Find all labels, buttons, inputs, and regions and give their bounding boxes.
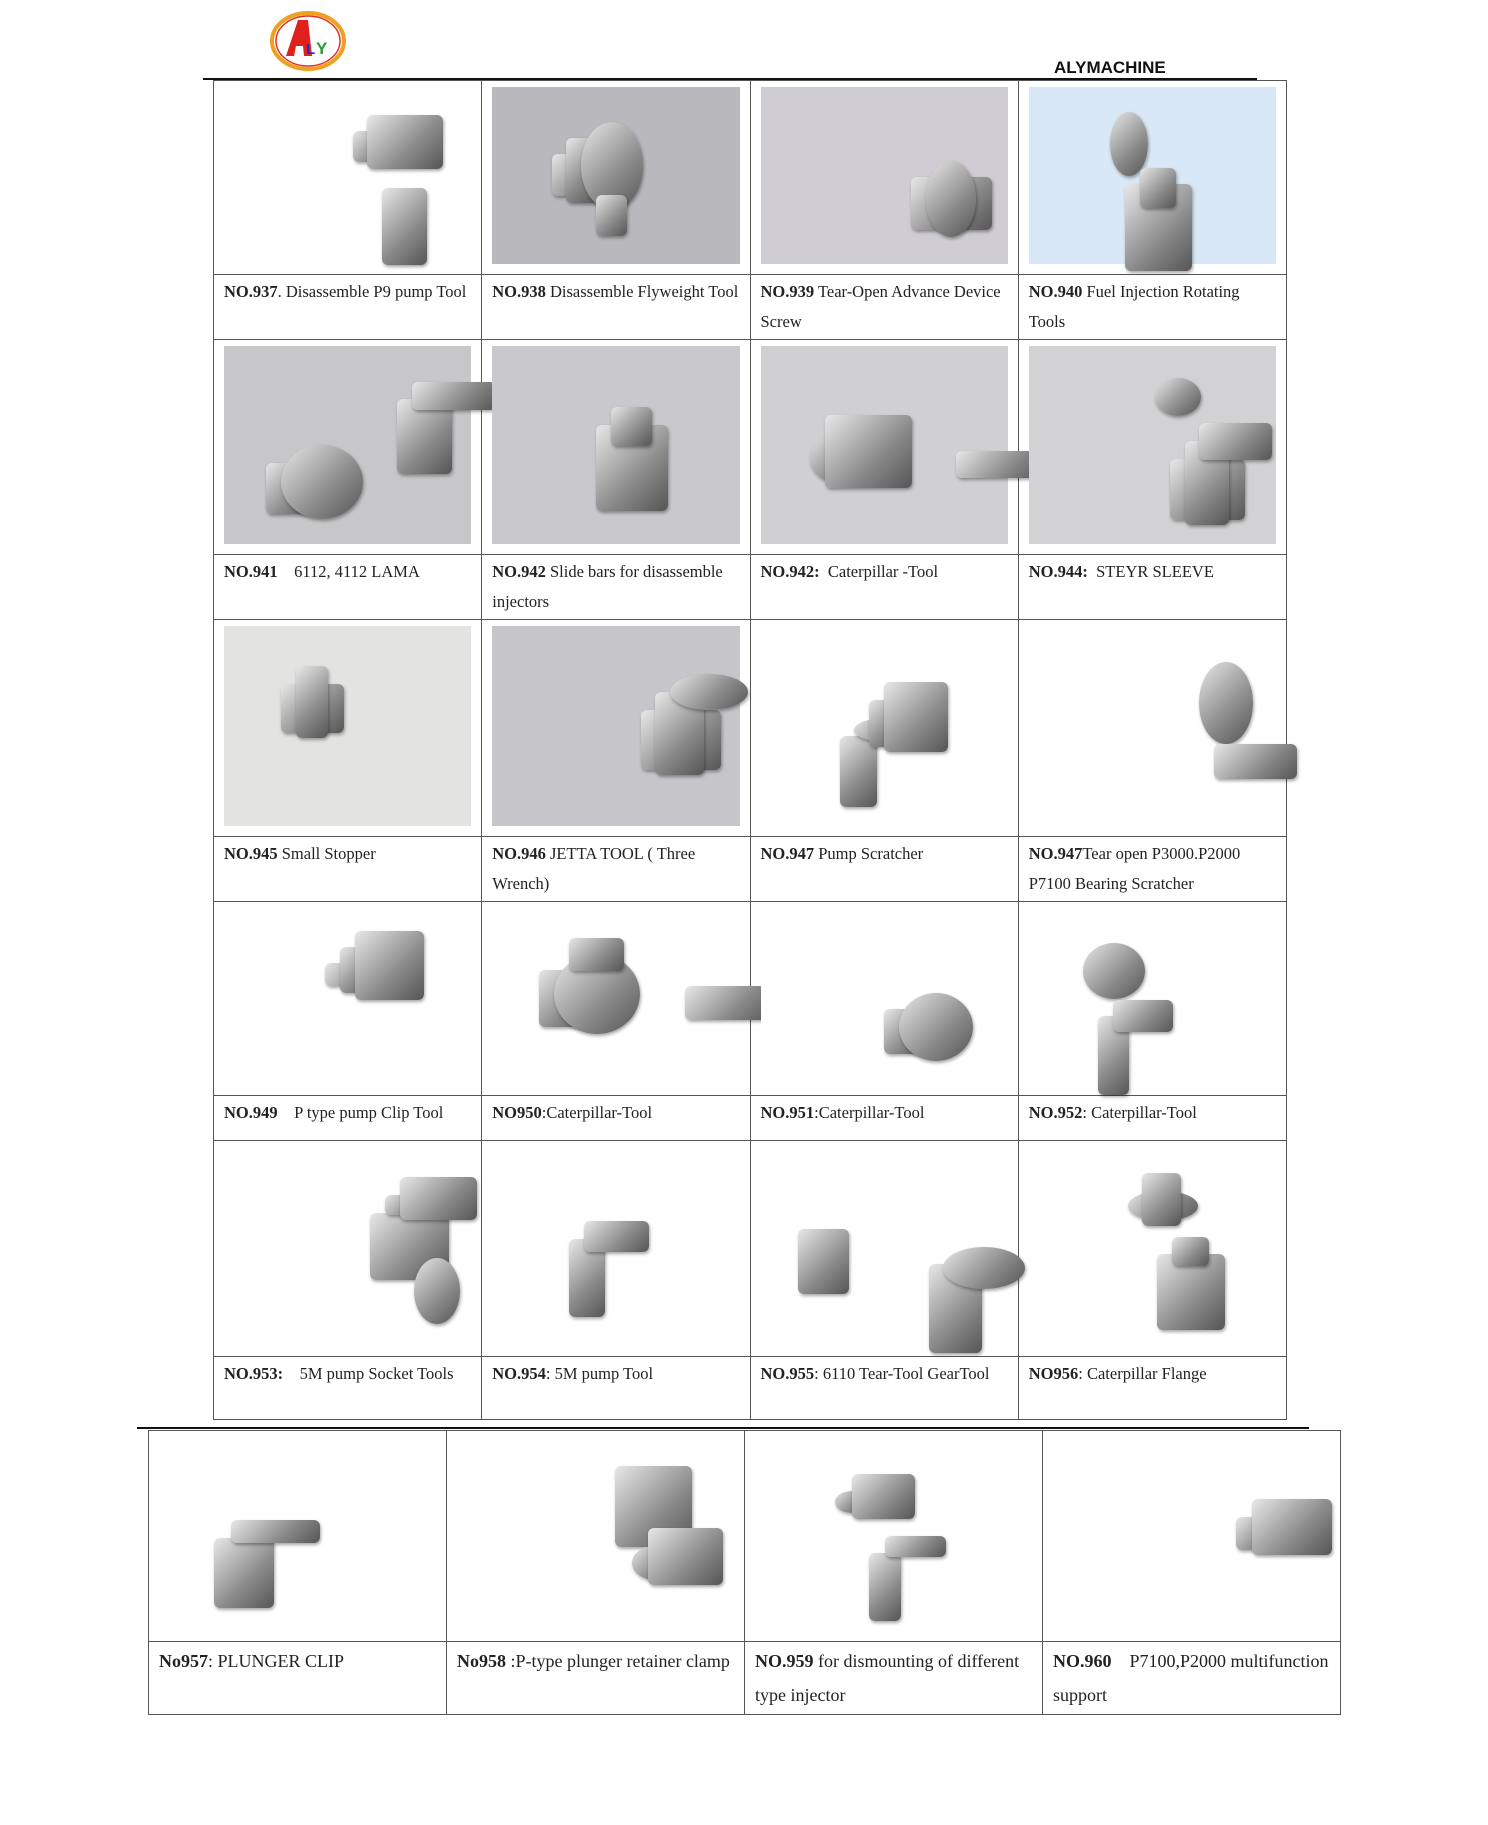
product-photo bbox=[761, 87, 1008, 264]
item-number: NO.938 bbox=[492, 282, 546, 301]
product-photo bbox=[761, 346, 1008, 544]
tool-part bbox=[670, 674, 748, 710]
tool-part bbox=[943, 1247, 1025, 1289]
caption-row bbox=[214, 1357, 1287, 1420]
product-image-cell bbox=[214, 340, 482, 555]
product-photo bbox=[457, 1437, 734, 1631]
product-image-cell bbox=[750, 902, 1018, 1096]
item-description: :Caterpillar-Tool bbox=[541, 1103, 653, 1122]
product-photo bbox=[492, 908, 739, 1085]
product-photo bbox=[1029, 1147, 1276, 1346]
product-caption bbox=[482, 275, 750, 340]
product-photo bbox=[224, 626, 471, 826]
product-image-cell bbox=[1018, 1141, 1286, 1357]
product-caption bbox=[482, 1096, 750, 1141]
product-photo bbox=[755, 1437, 1032, 1631]
image-row bbox=[149, 1431, 1341, 1642]
image-row bbox=[214, 902, 1287, 1096]
image-row bbox=[214, 1141, 1287, 1357]
caption-row bbox=[149, 1642, 1341, 1715]
tool-part bbox=[1110, 112, 1148, 176]
tool-part bbox=[382, 188, 427, 265]
image-row bbox=[214, 340, 1287, 555]
tool-part bbox=[1214, 744, 1297, 779]
tool-part bbox=[852, 1474, 915, 1519]
tool-part bbox=[825, 415, 912, 488]
tool-part bbox=[231, 1520, 320, 1543]
item-description: Caterpillar -Tool bbox=[819, 562, 939, 581]
tool-part bbox=[1155, 378, 1201, 416]
tools-table-top bbox=[213, 80, 1287, 1420]
image-row bbox=[214, 81, 1287, 275]
product-image-cell bbox=[1018, 81, 1286, 275]
item-number: NO.947 bbox=[1028, 844, 1083, 863]
tool-part bbox=[1199, 423, 1272, 460]
product-image-cell bbox=[214, 620, 482, 837]
item-description: : Caterpillar-Tool bbox=[1082, 1103, 1197, 1122]
tool-part bbox=[569, 938, 624, 971]
product-photo bbox=[492, 87, 739, 264]
tool-part bbox=[1142, 1173, 1181, 1226]
tool-part bbox=[281, 445, 363, 519]
item-description: Fuel Injection Rotating Tools bbox=[1028, 282, 1244, 331]
tool-part bbox=[899, 993, 973, 1061]
product-image-cell bbox=[750, 340, 1018, 555]
product-photo bbox=[761, 1147, 1008, 1346]
product-image-cell bbox=[745, 1431, 1043, 1642]
item-number: NO.955 bbox=[760, 1364, 815, 1383]
tool-part bbox=[869, 1553, 901, 1621]
item-number: NO.937 bbox=[224, 282, 278, 301]
tool-part bbox=[596, 195, 627, 236]
tool-part bbox=[414, 1258, 460, 1324]
product-caption bbox=[750, 555, 1018, 620]
item-number: NO.945 bbox=[224, 844, 278, 863]
item-number: No957 bbox=[159, 1651, 208, 1671]
tool-part bbox=[367, 115, 443, 169]
product-caption bbox=[750, 1096, 1018, 1141]
product-caption bbox=[214, 1096, 482, 1141]
product-caption bbox=[1018, 555, 1286, 620]
tool-part bbox=[840, 736, 877, 807]
item-number: NO.949 bbox=[224, 1103, 278, 1122]
item-number: NO.953: bbox=[224, 1364, 284, 1383]
product-caption bbox=[1018, 837, 1286, 902]
tool-part bbox=[1252, 1499, 1332, 1555]
item-description: Tear open P3000.P2000 P7100 Bearing Scratcher bbox=[1028, 844, 1245, 893]
product-caption bbox=[750, 1357, 1018, 1420]
tools-table-bottom bbox=[148, 1430, 1341, 1715]
section-divider bbox=[137, 1427, 1309, 1429]
product-caption bbox=[482, 837, 750, 902]
product-image-cell bbox=[1018, 902, 1286, 1096]
product-photo bbox=[159, 1437, 436, 1631]
item-description: JETTA TOOL ( Three Wrench) bbox=[492, 844, 699, 893]
product-image-cell bbox=[482, 902, 750, 1096]
item-description: P type pump Clip Tool bbox=[277, 1103, 444, 1122]
product-caption bbox=[1018, 1096, 1286, 1141]
product-caption bbox=[1043, 1642, 1341, 1715]
product-image-cell bbox=[750, 81, 1018, 275]
tool-part bbox=[1113, 1000, 1173, 1032]
tool-part bbox=[798, 1229, 849, 1294]
product-caption bbox=[214, 1357, 482, 1420]
product-photo bbox=[224, 908, 471, 1085]
tool-part bbox=[584, 1221, 649, 1252]
product-caption bbox=[214, 555, 482, 620]
tool-part bbox=[648, 1528, 723, 1585]
product-photo bbox=[1029, 87, 1276, 264]
item-number: NO.944: bbox=[1028, 562, 1088, 581]
item-description: :P-type plunger retainer clamp bbox=[506, 1651, 730, 1671]
item-description: Tear-Open Advance Device Screw bbox=[760, 282, 1005, 331]
item-number: NO.954 bbox=[492, 1364, 546, 1383]
item-number: NO.947 bbox=[760, 844, 815, 863]
product-caption bbox=[1018, 1357, 1286, 1420]
product-image-cell bbox=[750, 1141, 1018, 1357]
tool-part bbox=[1140, 168, 1176, 208]
product-image-cell bbox=[482, 620, 750, 837]
image-row bbox=[214, 620, 1287, 837]
product-image-cell bbox=[482, 81, 750, 275]
item-number: No958 bbox=[457, 1651, 506, 1671]
tool-part bbox=[884, 682, 948, 752]
product-caption bbox=[482, 555, 750, 620]
product-photo bbox=[224, 87, 471, 264]
product-photo bbox=[1053, 1437, 1330, 1631]
product-photo bbox=[492, 1147, 739, 1346]
product-caption bbox=[149, 1642, 447, 1715]
product-photo bbox=[492, 346, 739, 544]
item-number: NO950 bbox=[492, 1103, 542, 1122]
item-description: for dismounting of different type injector bbox=[755, 1651, 1024, 1705]
item-description: : Caterpillar Flange bbox=[1078, 1364, 1207, 1383]
tool-part bbox=[1083, 943, 1145, 999]
item-description: . Disassemble P9 pump Tool bbox=[277, 282, 467, 301]
item-number: NO.940 bbox=[1028, 282, 1083, 301]
product-photo bbox=[1029, 626, 1276, 826]
product-caption bbox=[214, 837, 482, 902]
company-logo bbox=[268, 10, 348, 72]
caption-row bbox=[214, 275, 1287, 340]
item-number: NO.939 bbox=[760, 282, 815, 301]
tool-part bbox=[296, 666, 328, 738]
tool-part bbox=[1157, 1254, 1225, 1330]
tool-part bbox=[214, 1538, 274, 1608]
product-caption bbox=[482, 1357, 750, 1420]
svg-text:Y: Y bbox=[316, 39, 328, 58]
item-description: 6112, 4112 LAMA bbox=[277, 562, 420, 581]
product-image-cell bbox=[214, 81, 482, 275]
tool-part bbox=[397, 399, 452, 474]
item-description: : 6110 Tear-Tool GearTool bbox=[814, 1364, 990, 1383]
item-description: : 5M pump Tool bbox=[545, 1364, 654, 1383]
item-description: :Caterpillar-Tool bbox=[814, 1103, 925, 1122]
product-image-cell bbox=[214, 902, 482, 1096]
product-image-cell bbox=[447, 1431, 745, 1642]
caption-row bbox=[214, 1096, 1287, 1141]
tool-part bbox=[1199, 662, 1253, 744]
product-image-cell bbox=[1018, 620, 1286, 837]
product-photo bbox=[761, 626, 1008, 826]
product-photo bbox=[224, 1147, 471, 1346]
item-number: NO.951 bbox=[760, 1103, 815, 1122]
product-caption bbox=[750, 837, 1018, 902]
tool-part bbox=[1172, 1237, 1209, 1266]
product-caption bbox=[1018, 275, 1286, 340]
item-description: Small Stopper bbox=[277, 844, 376, 863]
caption-row bbox=[214, 555, 1287, 620]
product-photo bbox=[761, 908, 1008, 1085]
item-number: NO956 bbox=[1028, 1364, 1079, 1383]
product-photo bbox=[1029, 908, 1276, 1085]
product-image-cell bbox=[1043, 1431, 1341, 1642]
product-image-cell bbox=[482, 1141, 750, 1357]
tool-part bbox=[355, 931, 424, 1000]
item-number: NO.942: bbox=[760, 562, 820, 581]
svg-text:L: L bbox=[306, 41, 316, 58]
item-number: NO.952 bbox=[1028, 1103, 1083, 1122]
tool-part bbox=[400, 1177, 477, 1220]
product-photo bbox=[492, 626, 739, 826]
item-description: P7100,P2000 multifunction support bbox=[1053, 1651, 1334, 1705]
item-description: Pump Scratcher bbox=[814, 844, 924, 863]
product-image-cell bbox=[214, 1141, 482, 1357]
product-image-cell bbox=[149, 1431, 447, 1642]
tool-part bbox=[611, 407, 652, 446]
product-image-cell bbox=[482, 340, 750, 555]
caption-row bbox=[214, 837, 1287, 902]
item-number: NO.960 bbox=[1053, 1651, 1112, 1671]
product-caption bbox=[745, 1642, 1043, 1715]
product-caption bbox=[214, 275, 482, 340]
product-photo bbox=[1029, 346, 1276, 544]
product-photo bbox=[224, 346, 471, 544]
item-number: NO.959 bbox=[755, 1651, 814, 1671]
brand-name: ALYMACHINE bbox=[1054, 58, 1166, 77]
item-number: NO.942 bbox=[492, 562, 546, 581]
item-description: Disassemble Flyweight Tool bbox=[545, 282, 739, 301]
item-description: : PLUNGER CLIP bbox=[208, 1651, 345, 1671]
item-description: STEYR SLEEVE bbox=[1087, 562, 1214, 581]
item-description: Slide bars for disassemble injectors bbox=[492, 562, 727, 611]
item-number: NO.946 bbox=[492, 844, 546, 863]
product-caption bbox=[750, 275, 1018, 340]
item-description: 5M pump Socket Tools bbox=[283, 1364, 454, 1383]
item-number: NO.941 bbox=[224, 562, 278, 581]
tool-part bbox=[885, 1536, 946, 1557]
product-image-cell bbox=[1018, 340, 1286, 555]
product-caption bbox=[447, 1642, 745, 1715]
product-image-cell bbox=[750, 620, 1018, 837]
